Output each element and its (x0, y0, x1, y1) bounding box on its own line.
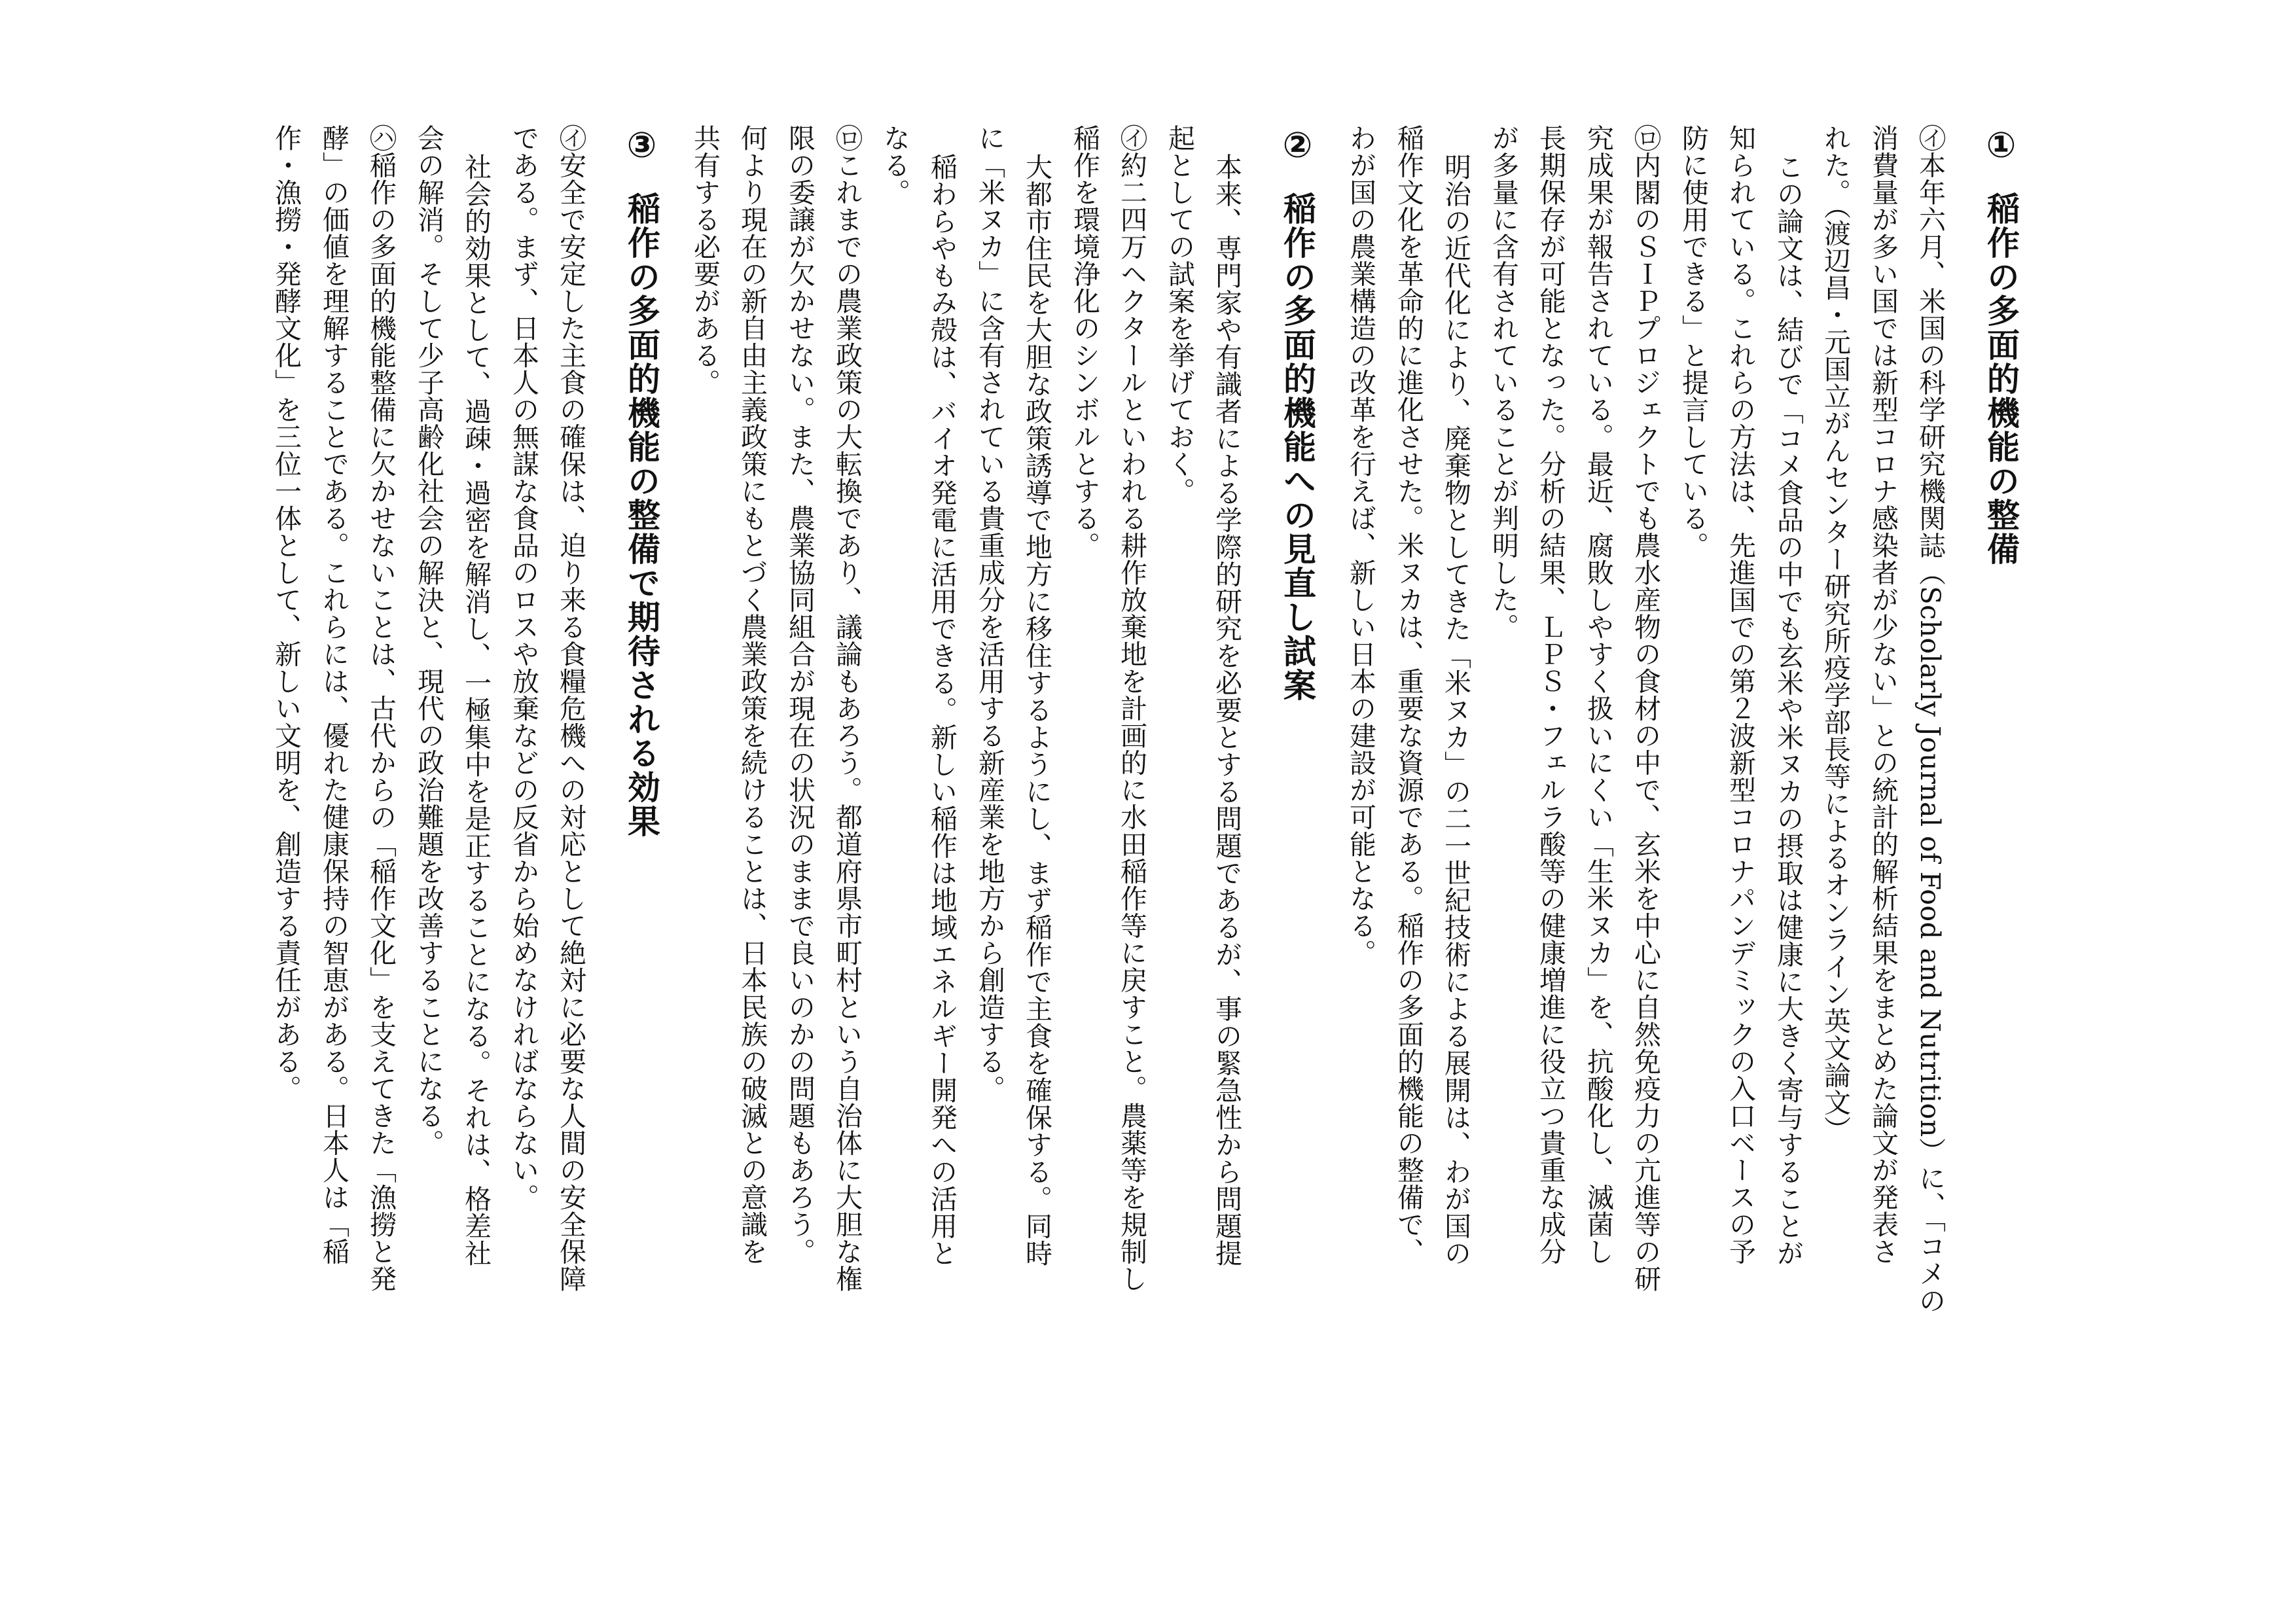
text-column-14: 本来、専門家や有識者による学際的研究を必要とする問題であるが、事の緊急性から問題提 (1211, 153, 1242, 1267)
text-column-9: 長期保存が可能となった。分析の結果、ＬＰＳ・フェルラ酸等の健康増進に役立つ貴重な成分 (1535, 124, 1566, 1265)
text-column-17: 稲作を環境浄化のシンボルとする。 (1069, 124, 1100, 559)
text-column-28: 社会的効果として、過疎・過密を解消し、一極集中を是正することになる。それは、格差社 (460, 153, 492, 1267)
text-column-19: に「米ヌカ」に含有されている貴重成分を活用する新産業を地方から創造する。 (974, 124, 1005, 1102)
text-column-3: れた。（渡辺昌・元国立がんセンター研究所疫学部長等によるオンライン英文論文） (1820, 124, 1851, 1143)
text-column-27: である。まず、日本人の無謀な食品のロスや放棄などの反省から始めなければならない。 (508, 124, 539, 1211)
section-title-2: 稲作の多面的機能への見直し試案 (1278, 192, 1316, 702)
text-column-25: 共有する必要がある。 (689, 124, 721, 396)
text-column-30: ㋩稲作の多面的機能整備に欠かせないことは、古代からの「稲作文化」を支えてきた「漁撈と発 (365, 124, 397, 1293)
section-title-1: 稲作の多面的機能の整備 (1982, 192, 2020, 566)
text-column-8: 究成果が報告されている。最近、腐敗しやすく扱いにくい「生米ヌカ」を、抗酸化し、滅菌し (1583, 124, 1614, 1265)
text-column-23: 限の委譲が欠かせない。また、農業協同組合が現在の状況のままで良いのかの問題もあろう。 (784, 124, 816, 1265)
text-column-11: 明治の近代化により、廃棄物としてきた「米ヌカ」の二一世紀技術による展開は、わが国の (1440, 153, 1471, 1267)
text-column-2: 消費量が多い国では新型コロナ感染者が少ない」との統計的解析結果をまとめた論文が発表さ (1867, 124, 1899, 1265)
text-column-5: 知られている。これらの方法は、先進国での第２波新型コロナパンデミックの入口ベースの予 (1725, 124, 1756, 1265)
text-column-22: ㋺これまでの農業政策の大転換であり、議論もあろう。都道府県市町村という自治体に大胆な権 (831, 124, 863, 1293)
text-column-21: なる。 (879, 124, 910, 206)
text-column-6: 防に使用できる」と提言している。 (1677, 124, 1709, 559)
text-column-18: 大都市住民を大胆な政策誘導で地方に移住するようにし、まず稲作で主食を確保する。同時 (1021, 153, 1052, 1267)
text-column-16: ㋑約二四万ヘクタールといわれる耕作放棄地を計画的に水田稲作等に戻すこと。農薬等を規制し (1116, 124, 1147, 1293)
text-column-4: この論文は、結びで「コメ食品の中でも玄米や米ヌカの摂取は健康に大きく寄与することが (1772, 153, 1804, 1267)
text-column-10: が多量に含有されていることが判明した。 (1488, 124, 1519, 641)
section-heading-3 (621, 124, 662, 838)
text-column-24: 何より現在の新自由主義政策にもとづく農業政策を続けることは、日本民族の破滅との意識を (736, 124, 768, 1265)
section-heading-1 (1981, 124, 2022, 566)
text-column-1: ㋑本年六月、米国の科学研究機関誌（Scholarly Journal of Food and Nutrition）に、「コメの (1914, 124, 1946, 1314)
text-column-12: 稲作文化を革命的に進化させた。米ヌカは、重要な資源である。稲作の多面的機能の整備で、 (1393, 124, 1424, 1265)
text-column-13: わが国の農業構造の改革を行えば、新しい日本の建設が可能となる。 (1345, 124, 1376, 967)
text-column-15: 起としての試案を挙げておく。 (1164, 124, 1195, 505)
text-column-20: 稲わらやもみ殻は、バイオ発電に活用できる。新しい稲作は地域エネルギー開発への活用と (926, 153, 958, 1267)
section-number-2: ② (1277, 124, 1318, 167)
section-number-3: ③ (621, 124, 662, 167)
text-column-32: 作・漁撈・発酵文化」を三位一体として、新しい文明を、創造する責任がある。 (270, 124, 302, 1102)
text-column-26: ㋑安全で安定した主食の確保は、迫り来る食糧危機への対応として絶対に必要な人間の安全保障 (555, 124, 586, 1293)
section-heading-2 (1277, 124, 1318, 702)
section-title-3: 稲作の多面的機能の整備で期待される効果 (622, 192, 660, 838)
text-column-7: ㋺内閣のＳＩＰプロジェクトでも農水産物の食材の中で、玄米を中心に自然免疫力の亢進等の研 (1630, 124, 1661, 1293)
text-column-29: 会の解消。そして少子高齢化社会の解決と、現代の政治難題を改善することになる。 (413, 124, 444, 1156)
section-number-1: ① (1981, 124, 2022, 167)
text-column-31: 酵」の価値を理解することである。これらには、優れた健康保持の智恵がある。日本人は「稲 (318, 124, 350, 1265)
